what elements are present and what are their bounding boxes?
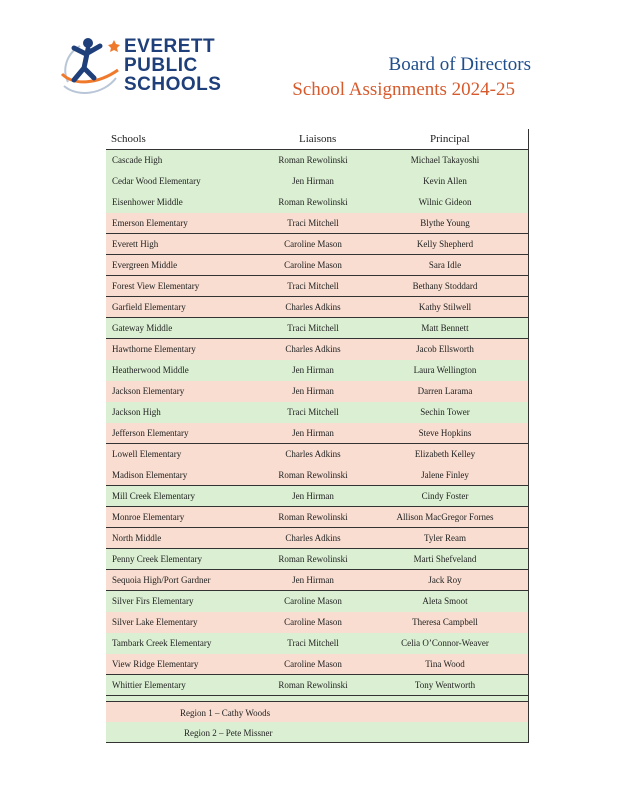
- column-header-schools: Schools: [111, 133, 146, 145]
- school-cell: Everett High: [112, 239, 159, 249]
- table-row: View Ridge Elementary Caroline Mason Tina Wood: [106, 654, 528, 675]
- table-row: Everett High Caroline Mason Kelly Shepherd: [106, 234, 528, 255]
- table-row: Penny Creek Elementary Roman Rewolinski Marti Shefveland: [106, 549, 528, 570]
- table-row: Eisenhower Middle Roman Rewolinski Wilnic Gideon: [106, 192, 528, 213]
- table-row: Mill Creek Elementary Jen Hirman Cindy Foster: [106, 486, 528, 507]
- school-cell: Eisenhower Middle: [112, 197, 183, 207]
- table-row: Garfield Elementary Charles Adkins Kathy Stilwell: [106, 297, 528, 318]
- table-row: Gateway Middle Traci Mitchell Matt Bennett: [106, 318, 528, 339]
- school-cell: Jackson Elementary: [112, 386, 185, 396]
- table-row: Cascade High Roman Rewolinski Michael Takayoshi: [106, 150, 528, 171]
- table-row: Jackson Elementary Jen Hirman Darren Larama: [106, 381, 528, 402]
- logo-line-2: PUBLIC: [124, 55, 198, 76]
- table-row: Heatherwood Middle Jen Hirman Laura Wellington: [106, 360, 528, 381]
- table-row: Hawthorne Elementary Charles Adkins Jacob Ellsworth: [106, 339, 528, 360]
- school-cell: View Ridge Elementary: [112, 659, 199, 669]
- logo-line-3: SCHOOLS: [124, 74, 222, 95]
- table-row: Silver Firs Elementary Caroline Mason Aleta Smoot: [106, 591, 528, 612]
- school-cell: Emerson Elementary: [112, 218, 188, 228]
- school-cell: Whittier Elementary: [112, 680, 186, 690]
- table-row: Madison Elementary Roman Rewolinski Jalene Finley: [106, 465, 528, 486]
- school-cell: Monroe Elementary: [112, 512, 185, 522]
- school-cell: Mill Creek Elementary: [112, 491, 195, 501]
- school-cell: Cedar Wood Elementary: [112, 176, 201, 186]
- table-row: Monroe Elementary Roman Rewolinski Allison MacGregor Fornes: [106, 507, 528, 528]
- school-cell: Penny Creek Elementary: [112, 554, 202, 564]
- table-row: Silver Lake Elementary Caroline Mason Theresa Campbell: [106, 612, 528, 633]
- school-cell: Hawthorne Elementary: [112, 344, 196, 354]
- table-row: Tambark Creek Elementary Traci Mitchell Celia O’Connor-Weaver: [106, 633, 528, 654]
- legend-region-2: [106, 722, 528, 743]
- school-cell: Evergreen Middle: [112, 260, 178, 270]
- school-cell: Cascade High: [112, 155, 163, 165]
- school-cell: Lowell Elementary: [112, 449, 182, 459]
- school-cell: Madison Elementary: [112, 470, 188, 480]
- column-header-principal: Principal: [430, 133, 470, 145]
- school-cell: Jefferson Elementary: [112, 428, 189, 438]
- school-cell: Silver Firs Elementary: [112, 596, 194, 606]
- school-cell: Sequoia High/Port Gardner: [112, 575, 211, 585]
- legend-region-1-label: Region 1 – Cathy Woods: [180, 708, 271, 718]
- page-title: Board of Directors: [388, 54, 531, 75]
- table-row: North Middle Charles Adkins Tyler Ream: [106, 528, 528, 549]
- page-subtitle: School Assignments 2024-25: [292, 79, 515, 100]
- school-cell: Silver Lake Elementary: [112, 617, 198, 627]
- table-row: Jackson High Traci Mitchell Sechin Tower: [106, 402, 528, 423]
- table-row: Sequoia High/Port Gardner Jen Hirman Jack Roy: [106, 570, 528, 591]
- school-cell: Forest View Elementary: [112, 281, 200, 291]
- school-cell: Tambark Creek Elementary: [112, 638, 212, 648]
- table-row: Whittier Elementary Roman Rewolinski Tony Wentworth: [106, 675, 528, 696]
- table-row: Jefferson Elementary Jen Hirman Steve Hopkins: [106, 423, 528, 444]
- column-header-liaisons: Liaisons: [299, 133, 337, 145]
- table-row: Lowell Elementary Charles Adkins Elizabeth Kelley: [106, 444, 528, 465]
- table-row: Emerson Elementary Traci Mitchell Blythe Young: [106, 213, 528, 234]
- table-body: [106, 150, 528, 717]
- table-row: Evergreen Middle Caroline Mason Sara Idle: [106, 255, 528, 276]
- logo-line-1: EVERETT: [124, 36, 216, 57]
- school-cell: Heatherwood Middle: [112, 365, 189, 375]
- table-header: [106, 129, 528, 150]
- district-logo: [58, 34, 222, 104]
- legend-region-2-label: Region 2 – Pete Missner: [184, 728, 273, 738]
- region-legend: [106, 701, 529, 743]
- runner-globe-icon: [58, 34, 124, 100]
- legend-region-1: [106, 702, 528, 722]
- table-row: Forest View Elementary Traci Mitchell Bethany Stoddard: [106, 276, 528, 297]
- school-cell: Garfield Elementary: [112, 302, 186, 312]
- school-cell: Gateway Middle: [112, 323, 173, 333]
- table-row: Cedar Wood Elementary Jen Hirman Kevin Allen: [106, 171, 528, 192]
- school-cell: Jackson High: [112, 407, 161, 417]
- school-cell: North Middle: [112, 533, 162, 543]
- assignments-table: [106, 129, 529, 717]
